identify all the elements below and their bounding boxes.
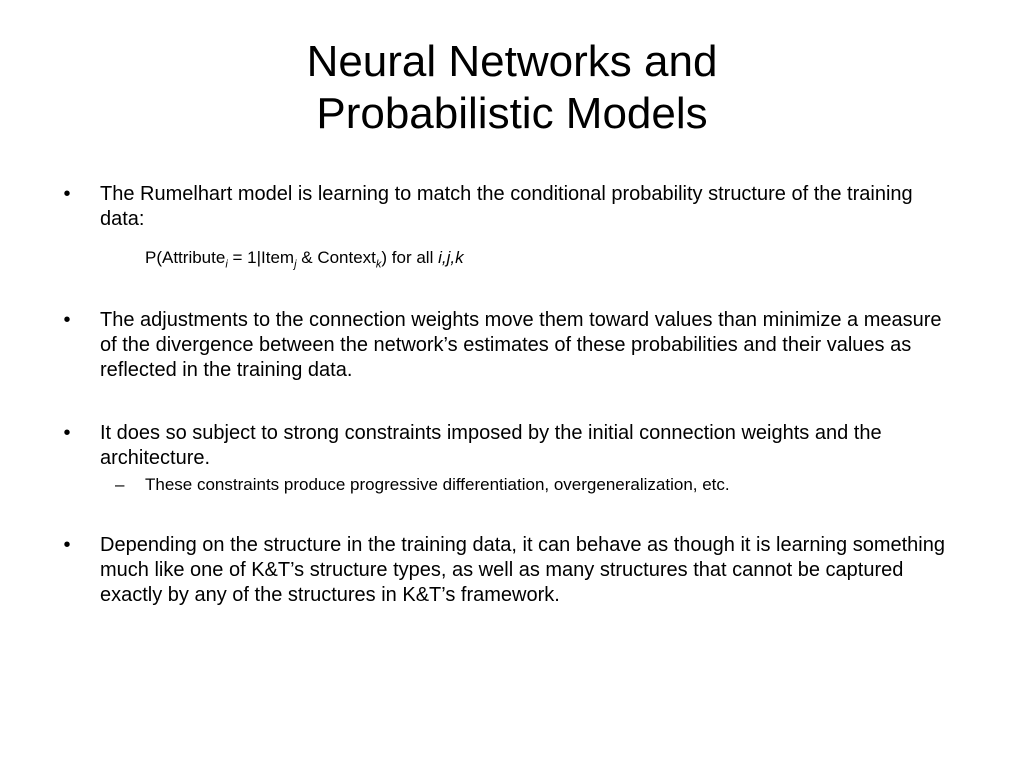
bullet-item <box>60 421 960 471</box>
bullet-text: Depending on the structure in the training data, it can behave as though it is learning something much like one of K&T’s structure types, as well as many structures that cannot be captured exactly by any of the structures in K&T’s framework. <box>100 534 945 606</box>
formula-variables: i,j,k <box>438 248 464 267</box>
sub-bullet-item <box>115 474 960 496</box>
bullet-text: The adjustments to the connection weights move them toward values than minimize a measure of the divergence between the network’s estimates of these probabilities and their values as reflected in the training data. <box>100 309 942 381</box>
bullet-text: The Rumelhart model is learning to match the conditional probability structure of the training data: <box>100 183 913 230</box>
bullet-item <box>60 182 960 232</box>
bullet-marker: • <box>63 534 71 556</box>
formula-part: ) for all <box>381 248 439 267</box>
bullet-item <box>60 308 960 383</box>
title-line-1: Neural Networks and <box>306 37 718 86</box>
bullet-item <box>60 533 960 608</box>
slide-title <box>60 36 964 140</box>
formula-part: P(Attribute <box>145 248 226 267</box>
bullet-text: It does so subject to strong constraints imposed by the initial connection weights and the architecture. <box>100 422 882 469</box>
formula-subscript-j: j <box>294 258 297 271</box>
bullet-marker: • <box>63 183 71 205</box>
bullet-marker: • <box>63 309 71 331</box>
formula-part: = 1|Item <box>227 248 295 267</box>
probability-formula <box>145 247 960 269</box>
bullet-marker: • <box>63 422 71 444</box>
sub-bullet-text: These constraints produce progressive differentiation, overgeneralization, etc. <box>145 475 730 494</box>
formula-subscript-i: i <box>225 258 228 271</box>
slide-body <box>60 182 960 608</box>
sub-bullet-marker: – <box>115 475 125 494</box>
formula-part: & Context <box>296 248 376 267</box>
title-line-2: Probabilistic Models <box>316 89 708 138</box>
formula-subscript-k: k <box>375 258 382 271</box>
